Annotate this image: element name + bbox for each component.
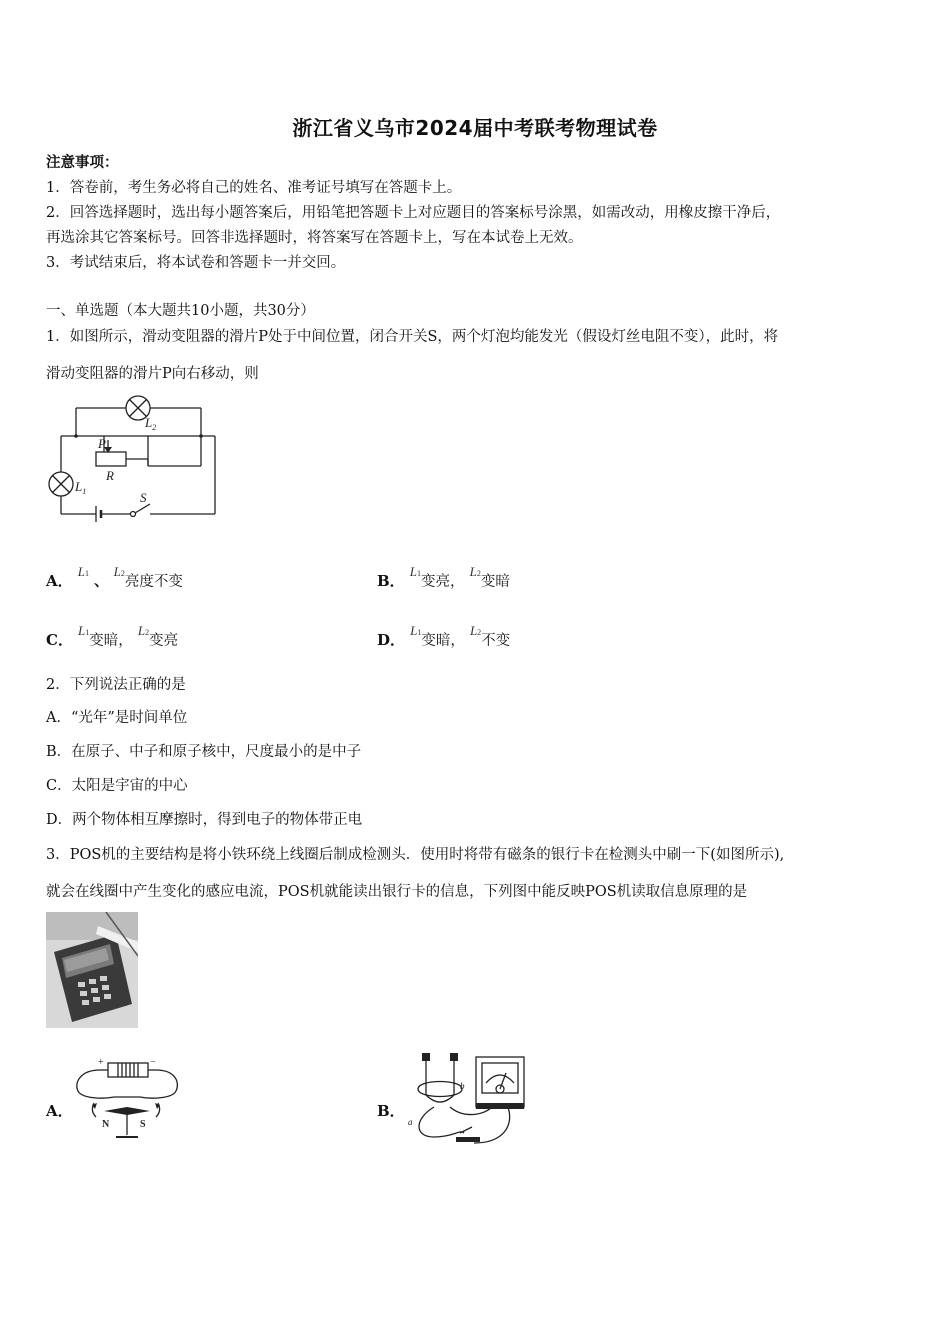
svg-text:N: N <box>102 1119 110 1130</box>
q3-option-a-diagram <box>74 1053 180 1145</box>
notice-item-3: 3．考试结束后，将本试卷和答题卡一并交回。 <box>46 255 346 271</box>
svg-text:S: S <box>140 1119 146 1130</box>
q1-option-a[interactable]: A． L1 、 L2亮度不变 <box>46 564 183 590</box>
notice-item-2-cont: 再选涂其它答案标号。回答非选择题时，将答案写在答题卡上，写在本试卷上无效。 <box>46 230 583 246</box>
q1-stem-line2: 滑动变阻器的滑片P向右移动，则 <box>46 366 259 382</box>
q3-option-b-diagram <box>404 1049 528 1153</box>
q1-stem-line1: 1．如图所示，滑动变阻器的滑片P处于中间位置，闭合开关S，两个灯泡均能发光（假设灯丝电阻不变），此时，将 <box>46 329 779 345</box>
label-l2: $L_2$ <box>145 415 157 432</box>
pos-machine-photo <box>46 912 138 1028</box>
page-title: 浙江省义乌市2024届中考联考物理试卷 <box>292 116 658 140</box>
svg-text:b: b <box>460 1081 465 1091</box>
q2-option-d[interactable]: D．两个物体相互摩擦时，得到电子的物体带正电 <box>46 812 363 828</box>
svg-text:−: − <box>150 1057 156 1068</box>
q1-option-b[interactable]: B． L1变亮， L2变暗 <box>377 564 510 590</box>
q3-stem-line1: 3．POS机的主要结构是将小铁环绕上线圈后制成检测头．使用时将带有磁条的银行卡在检测头中刷一下(如图所示), <box>46 847 785 863</box>
svg-text:a: a <box>408 1117 413 1127</box>
notice-item-1: 1．答卷前，考生务必将自己的姓名、准考证号填写在答题卡上。 <box>46 180 462 196</box>
q1-circuit-diagram <box>44 394 224 526</box>
section-heading: 一、单选题（本大题共10小题，共30分） <box>46 303 315 319</box>
q2-option-a[interactable]: A．“光年”是时间单位 <box>46 710 188 726</box>
q2-stem: 2．下列说法正确的是 <box>46 677 186 693</box>
q2-option-b[interactable]: B．在原子、中子和原子核中，尺度最小的是中子 <box>46 744 362 760</box>
label-s: S <box>140 490 147 505</box>
label-p: P <box>98 436 106 451</box>
label-l1: $L_1$ <box>75 479 87 496</box>
q2-option-c[interactable]: C．太阳是宇宙的中心 <box>46 778 188 794</box>
q1-option-d[interactable]: D． L1变暗， L2不变 <box>377 623 511 649</box>
q3-stem-line2: 就会在线圈中产生变化的感应电流，POS机就能读出银行卡的信息，下列图中能反映POS机读取信息原理的是 <box>46 884 748 900</box>
q3-option-b-key[interactable]: B． <box>377 1102 405 1120</box>
label-r: R <box>106 468 114 483</box>
notice-heading: 注意事项： <box>46 154 119 171</box>
notice-item-2: 2．回答选择题时，选出每小题答案后，用铅笔把答题卡上对应题目的答案标号涂黑，如需改动，用橡皮擦干净后， <box>46 205 781 221</box>
q3-option-a-key[interactable]: A． <box>46 1102 73 1120</box>
q1-option-c[interactable]: C． L1变暗， L2变亮 <box>46 623 179 649</box>
svg-text:+: + <box>98 1057 104 1068</box>
